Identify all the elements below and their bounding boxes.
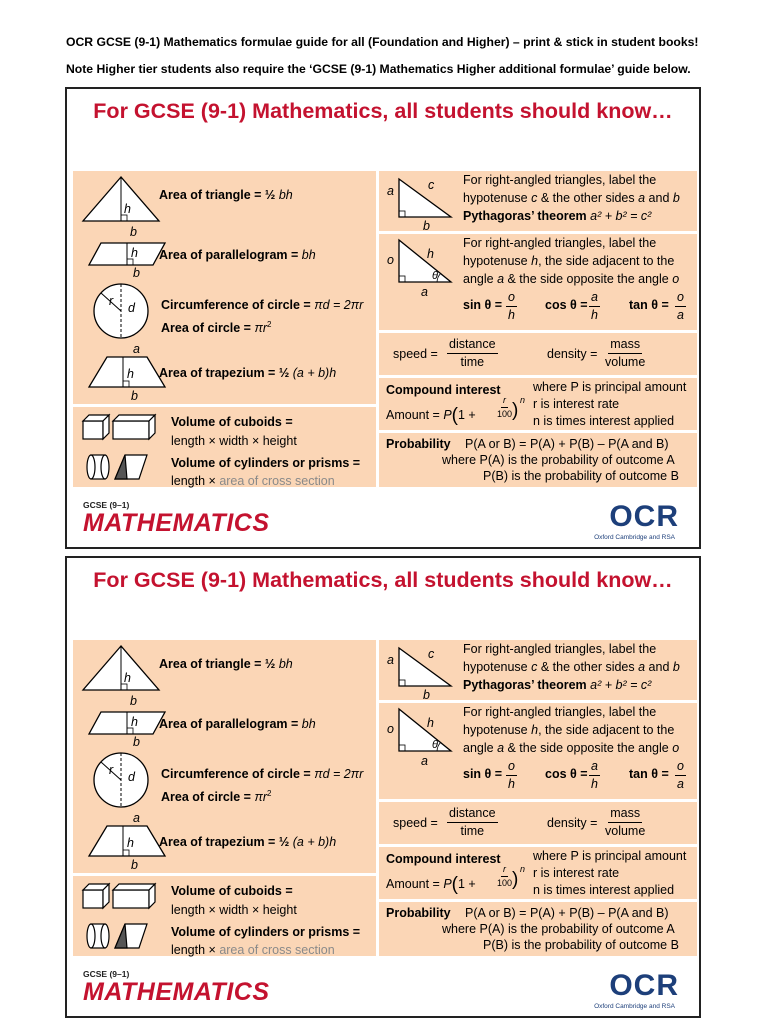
pyth-line3: Pythagoras’ theorem a² + b² = c² [463,209,652,223]
card-title: For GCSE (9-1) Mathematics, all students should know… [93,99,673,123]
density-fraction: mass volume [605,806,646,838]
speed-density-panel [379,802,697,844]
formulae-card [65,87,701,549]
gcse-logo-sub: GCSE (9–1) [83,500,130,510]
card-footer [69,959,697,1014]
prism-volume-formula: length × area of cross section [171,943,335,957]
trapezium-h-label: h [127,836,134,850]
tan-fraction: $\frac{o}{a}$ [677,290,684,322]
cylinder-prism-icons [87,922,159,952]
trigonometry-panel [379,234,697,330]
ocr-logo: OCR [609,500,679,533]
trig-h-label: h [427,247,434,261]
density-fraction: mass volume [605,337,646,369]
ocr-logo-sub: Oxford Cambridge and RSA [594,1003,675,1010]
circle-d-label: d [128,770,135,784]
probability-note-1: where P(A) is the probability of outcome A [442,453,675,467]
circle-diagram [93,283,153,343]
trapezium-area-label: Area of trapezium = ½ (a + b)h [159,835,337,849]
probability-title: Probability [386,437,451,451]
compound-interest-panel [379,378,697,430]
trig-line1: For right-angled triangles, label the [463,705,657,719]
probability-title: Probability [386,906,451,920]
parallelogram-h-label: h [131,246,138,260]
close-paren: ) [512,400,519,421]
trapezium-a-label: a [133,811,140,825]
trig-triangle [397,238,457,286]
prism-volume-formula: length × area of cross section [171,474,335,488]
pyth-line2: hypotenuse c & the other sides a and b [463,660,680,674]
cuboid-volume-formula: length × width × height [171,903,297,917]
probability-note-2: P(B) is the probability of outcome B [483,469,679,483]
pyth-b-label: b [423,219,430,233]
circle-r-label: r [109,294,114,308]
cos-fraction: $\frac{a}{h}$ [591,290,598,322]
area-formulae-panel [73,640,376,873]
trig-line2: hypotenuse h, the side adjacent to the [463,254,675,268]
probability-panel [379,433,697,487]
parallelogram-diagram [89,241,169,269]
area-formulae-panel [73,171,376,404]
trig-line3: angle a & the side opposite the angle o [463,272,680,286]
tan-label: tan θ = [629,298,669,312]
cuboid-volume-formula: length × width × height [171,434,297,448]
volume-formulae-panel [73,407,376,487]
speed-label: speed = [393,347,438,361]
cuboid-volume-label: Volume of cuboids = [171,884,293,898]
trapezium-b-label: b [131,389,138,403]
circle-diagram [93,752,153,812]
mathematics-logo: MATHEMATICS [83,509,270,537]
pythagoras-panel [379,640,697,700]
trig-theta-label: θ [432,739,438,751]
trig-o-label: o [387,253,394,267]
trapezium-b-label: b [131,858,138,872]
rate-fraction: $\frac{r}{100}$ [497,864,513,888]
triangle-area-label: Area of triangle = ½ bh [159,188,293,202]
amount-formula: Amount = P(1 + [386,405,476,426]
exponent-n: n [520,864,526,874]
intro-line-2: Note Higher tier students also require the ‘GCSE (9-1) Mathematics Higher additional formulae’ guide below. [66,62,691,76]
trig-line2: hypotenuse h, the side adjacent to the [463,723,675,737]
probability-panel [379,902,697,956]
ci-note-2: r is interest rate [533,866,620,880]
density-label: density = [547,816,598,830]
trig-line1: For right-angled triangles, label the [463,236,657,250]
compound-interest-panel [379,847,697,899]
pyth-line3: Pythagoras’ theorem a² + b² = c² [463,678,652,692]
prism-volume-label: Volume of cylinders or prisms = [171,456,361,470]
pyth-a-label: a [387,184,394,198]
trig-triangle [397,707,457,755]
parallelogram-h-label: h [131,715,138,729]
intro-line-1: OCR GCSE (9-1) Mathematics formulae guide for all (Foundation and Higher) – print & stick in student books! [66,35,699,49]
speed-fraction: distance time [449,806,496,838]
ci-note-3: n is times interest applied [533,883,675,897]
speed-label: speed = [393,816,438,830]
trig-a-label: a [421,285,428,299]
trig-theta-label: θ [432,270,438,282]
compound-interest-title: Compound interest [386,852,501,866]
triangle-h-label: h [124,671,131,685]
trapezium-h-label: h [127,367,134,381]
sin-fraction: $\frac{o}{h}$ [508,759,515,791]
pyth-c-label: c [428,178,435,192]
pyth-a-label: a [387,653,394,667]
probability-note-2: P(B) is the probability of outcome B [483,938,679,952]
tan-label: tan θ = [629,767,669,781]
circumference-label: Circumference of circle = πd = 2πr [161,767,364,781]
circumference-label: Circumference of circle = πd = 2πr [161,298,364,312]
circle-r-label: r [109,763,114,777]
triangle-h-label: h [124,202,131,216]
parallelogram-b-label: b [133,735,140,749]
pyth-line1: For right-angled triangles, label the [463,173,657,187]
circle-area-label: Area of circle = $\pi r^2$ [161,320,272,336]
trig-a-label: a [421,754,428,768]
ci-note-2: r is interest rate [533,397,620,411]
cuboid-icons [81,882,161,912]
speed-fraction: distance time [449,337,496,369]
cos-fraction: $\frac{a}{h}$ [591,759,598,791]
pyth-c-label: c [428,647,435,661]
sin-label: sin θ = [463,298,503,312]
probability-formula: P(A or B) = P(A) + P(B) – P(A and B) [465,437,669,451]
tan-fraction: $\frac{o}{a}$ [677,759,684,791]
pythagoras-triangle [397,177,457,221]
parallelogram-diagram [89,710,169,738]
trapezium-area-label: Area of trapezium = ½ (a + b)h [159,366,337,380]
close-paren: ) [512,869,519,890]
prism-volume-label: Volume of cylinders or prisms = [171,925,361,939]
amount-formula: Amount = P(1 + [386,874,476,895]
trapezium-a-label: a [133,342,140,356]
speed-density-panel [379,333,697,375]
triangle-b-label: b [130,225,137,239]
ci-note-3: n is times interest applied [533,414,675,428]
card-footer [69,490,697,545]
ci-note-1: where P is principal amount [533,380,687,394]
cuboid-icons [81,413,161,443]
circle-d-label: d [128,301,135,315]
pythagoras-triangle [397,646,457,690]
pyth-line2: hypotenuse c & the other sides a and b [463,191,680,205]
triangle-diagram [81,644,161,700]
cylinder-prism-icons [87,453,159,483]
pythagoras-panel [379,171,697,231]
trig-h-label: h [427,716,434,730]
formulae-card-copy [65,556,701,1018]
parallelogram-b-label: b [133,266,140,280]
trig-o-label: o [387,722,394,736]
triangle-diagram [81,175,161,231]
pyth-line1: For right-angled triangles, label the [463,642,657,656]
sin-label: sin θ = [463,767,503,781]
compound-interest-title: Compound interest [386,383,501,397]
cuboid-volume-label: Volume of cuboids = [171,415,293,429]
card-title: For GCSE (9-1) Mathematics, all students should know… [93,568,673,592]
triangle-b-label: b [130,694,137,708]
sin-fraction: $\frac{o}{h}$ [508,290,515,322]
probability-note-1: where P(A) is the probability of outcome A [442,922,675,936]
cos-label: cos θ = [545,767,588,781]
rate-fraction: $\frac{r}{100}$ [497,395,513,419]
parallelogram-area-label: Area of parallelogram = bh [159,717,316,731]
trigonometry-panel [379,703,697,799]
trig-line3: angle a & the side opposite the angle o [463,741,680,755]
triangle-area-label: Area of triangle = ½ bh [159,657,293,671]
exponent-n: n [520,395,526,405]
volume-formulae-panel [73,876,376,956]
ci-note-1: where P is principal amount [533,849,687,863]
pyth-b-label: b [423,688,430,702]
parallelogram-area-label: Area of parallelogram = bh [159,248,316,262]
gcse-logo-sub: GCSE (9–1) [83,969,130,979]
ocr-logo: OCR [609,969,679,1002]
density-label: density = [547,347,598,361]
mathematics-logo: MATHEMATICS [83,978,270,1006]
ocr-logo-sub: Oxford Cambridge and RSA [594,534,675,541]
probability-formula: P(A or B) = P(A) + P(B) – P(A and B) [465,906,669,920]
cos-label: cos θ = [545,298,588,312]
circle-area-label: Area of circle = $\pi r^2$ [161,789,272,805]
